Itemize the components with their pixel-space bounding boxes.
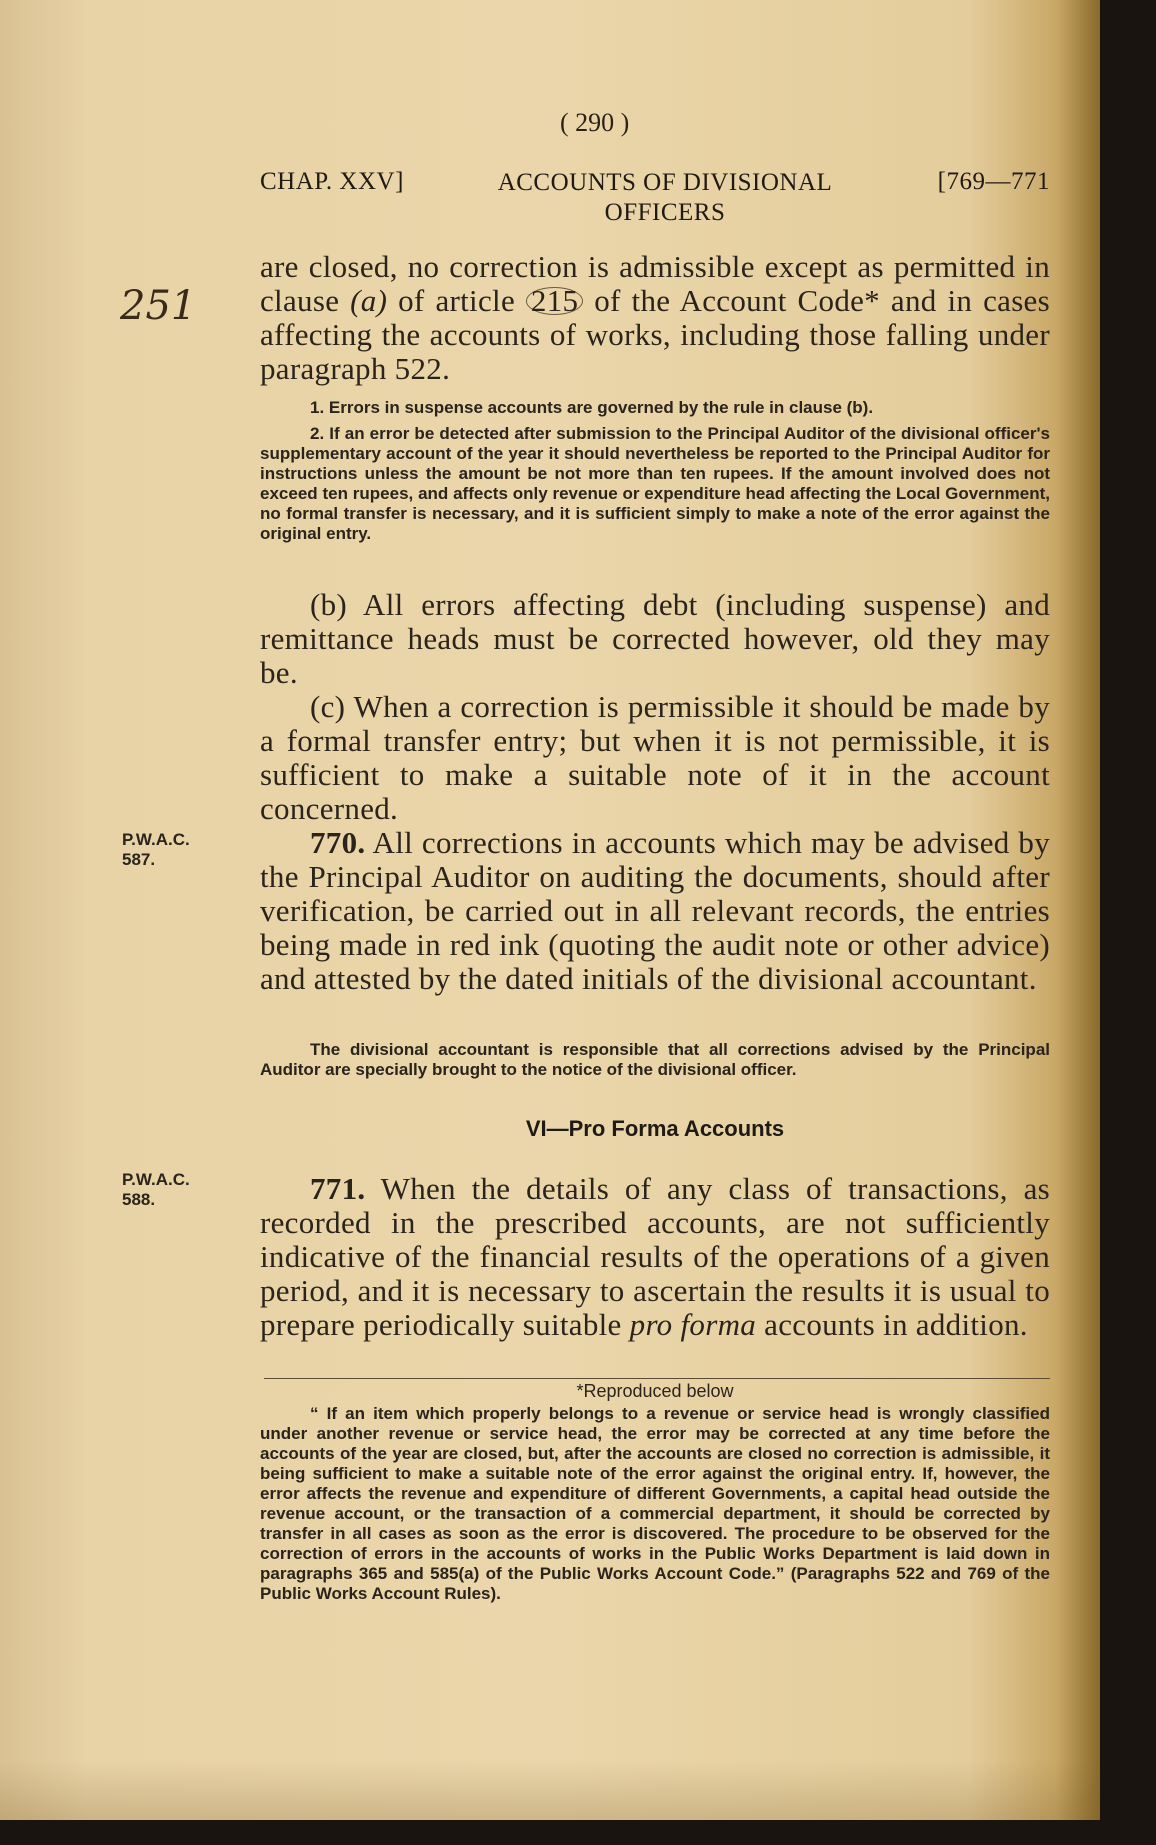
paragraph-769-continuation xyxy=(260,250,1050,386)
note-769-2: 2. If an error be detected after submission to the Principal Auditor of the divisional officer's supplementary account of the year it should nevertheless be reported to the Principal Auditor for instructions unless the amount be not more than ten rupees. If the amount involved does not exceed ten rupees, and affects only revenue or expenditure head affecting the Local Government, no formal transfer is necessary, and it is sufficient simply to make a note of the error against the original entry. xyxy=(260,424,1050,543)
section-title: VI—Pro Forma Accounts xyxy=(525,1116,785,1141)
para-769-text-2: of article xyxy=(387,283,526,318)
header-chapter: CHAP. XXV] xyxy=(260,168,404,195)
clause-c: (c) When a correction is permissible it should be made by a formal transfer entry; but when it is not permissible, it is sufficient to make a suitable note of it in the account concerned. xyxy=(260,689,1050,826)
page-number: ( 290 ) xyxy=(560,108,630,137)
para-771-text: When the details of any class of transactions, as recorded in the prescribed accounts, are not sufficiently indicative of the financial results of the operations of a given period, and it is necessary to ascertain the results it is usual to prepare periodically suitable xyxy=(260,1171,1050,1342)
clause-ref: (a) xyxy=(350,283,388,318)
footnote-divider xyxy=(264,1378,1050,1379)
margin-ref-770: P.W.A.C. 587. xyxy=(122,830,190,869)
margin-ref-771: P.W.A.C. 588. xyxy=(122,1170,190,1209)
circled-article-number: 215 xyxy=(526,287,583,315)
header-title: ACCOUNTS OF DIVISIONAL OFFICERS xyxy=(497,169,833,226)
note-769-1: 1. Errors in suspense accounts are governed by the rule in clause (b). xyxy=(310,398,874,417)
para-771-number: 771. xyxy=(310,1171,366,1206)
para-769-text-3: of the Account Code* and in cases affecting the accounts of works, including those falling under paragraph 522. xyxy=(260,283,1050,386)
clause-b: (b) All errors affecting debt (including suspense) and remittance heads must be corrected however, old they may be. xyxy=(260,587,1050,690)
paragraph-771 xyxy=(260,1172,1050,1342)
note-770: The divisional accountant is responsible that all corrections advised by the Principal Auditor are specially brought to the notice of the divisional officer. xyxy=(260,1040,1050,1079)
para-771-italic: pro forma xyxy=(629,1307,757,1342)
footnote-mark: *Reproduced below xyxy=(576,1381,734,1401)
paragraph-770 xyxy=(260,826,1050,996)
para-771-end: accounts in addition. xyxy=(756,1307,1028,1342)
para-769-text-1: are closed, no correction is admissible except as permitted in clause xyxy=(260,249,1050,318)
handwritten-margin-note: 251 xyxy=(120,283,197,329)
header-range: [769—771 xyxy=(937,168,1050,195)
footnote-text: “ If an item which properly belongs to a revenue or service head is wrongly classified under another revenue or service head, the error may be corrected at any time before the accounts of the year are closed, but, after the accounts are closed no correction is admissible, it being sufficient to make a suitable note of the error against the original entry. If, however, the error affects the revenue and expenditure of different Governments, a capital head outside the revenue account, or the transaction of a commercial department, it should be corrected by transfer in all cases as soon as the error is discovered. The procedure to be observed for the correction of errors in the accounts of works in the Public Works Department is laid down in paragraphs 365 and 585(a) of the Public Works Account Code.” (Paragraphs 522 and 769 of the Public Works Account Rules). xyxy=(260,1404,1050,1603)
para-770-text: All corrections in accounts which may be advised by the Principal Auditor on auditing the documents, should after verification, be carried out in all relevant records, the entries being made in red ink (quoting the audit note or other advice) and attested by the dated initials of the divisional accountant. xyxy=(260,825,1050,996)
para-770-number: 770. xyxy=(310,825,366,860)
